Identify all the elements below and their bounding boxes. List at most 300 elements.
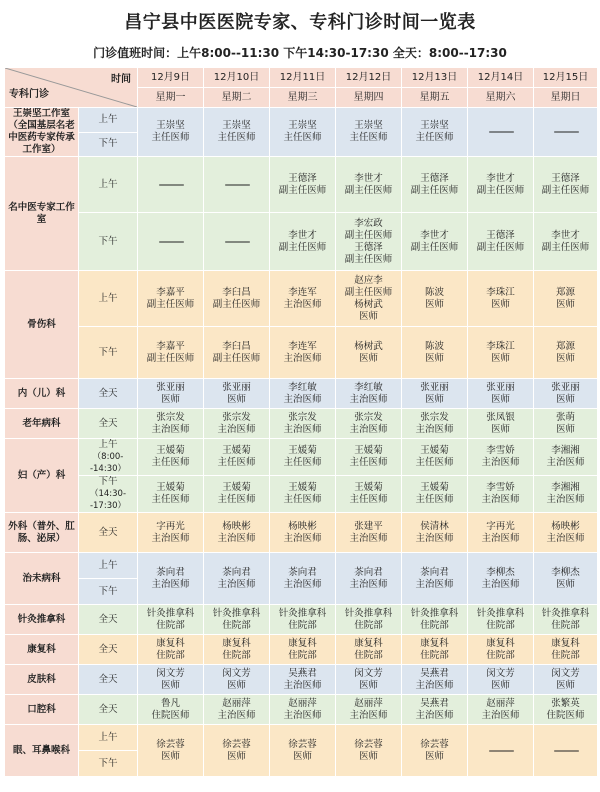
no-clinic-dash: —— bbox=[158, 233, 183, 250]
doctor-name: 赵丽萍 bbox=[288, 697, 317, 709]
doctor-title: 副主任医师 bbox=[541, 184, 590, 196]
doctor-title: 主治医师 bbox=[481, 709, 520, 721]
doctor-cell bbox=[138, 379, 204, 409]
doctor-title: 主任医师 bbox=[217, 132, 256, 143]
doctor-name: 张萌 bbox=[555, 411, 575, 423]
doctor-cell bbox=[270, 108, 336, 157]
time-slot bbox=[79, 439, 138, 476]
doctor-title: 副主任医师 bbox=[146, 298, 195, 310]
doctor-title: 医师 bbox=[490, 298, 510, 310]
date-header-row bbox=[5, 68, 598, 88]
doctor-title: 主治医师 bbox=[283, 423, 322, 435]
doctor-name: 李连军 bbox=[288, 286, 317, 298]
doctor-name: 茶向君 bbox=[156, 566, 185, 578]
doctor-title: 医师 bbox=[358, 352, 378, 364]
doctor-title: 医师 bbox=[490, 352, 510, 364]
doctor-name: 李柳杰 bbox=[551, 566, 580, 578]
doctor-title: 医师 bbox=[358, 679, 378, 691]
doctor-name: 王德泽 bbox=[354, 241, 383, 253]
doctor-name: 张宗发 bbox=[354, 411, 383, 423]
time-slot-label: 下午 bbox=[98, 346, 118, 358]
doctor-cell bbox=[402, 553, 468, 605]
doctor-cell bbox=[204, 108, 270, 157]
doctor-title: 医师 bbox=[555, 393, 575, 405]
doctor-name: 针灸推拿科 bbox=[212, 607, 261, 619]
time-slot-label: 上午 bbox=[98, 113, 118, 125]
schedule-row bbox=[5, 379, 598, 409]
doctor-name: 王德泽 bbox=[420, 172, 449, 184]
doctor-cell bbox=[402, 108, 468, 157]
doctor-title: 住院部 bbox=[156, 619, 185, 631]
doctor-cell bbox=[534, 213, 598, 271]
doctor-cell bbox=[468, 665, 534, 695]
doctor-title: 副主任医师 bbox=[410, 241, 459, 253]
doctor-name: 侯清林 bbox=[420, 520, 449, 532]
time-slot-label: 全天 bbox=[98, 643, 118, 655]
schedule-row bbox=[5, 605, 598, 635]
schedule-row bbox=[5, 108, 598, 133]
schedule-row bbox=[5, 695, 598, 725]
date-cell: 12月10日 bbox=[204, 68, 270, 88]
doctor-cell bbox=[336, 271, 402, 327]
doctor-cell bbox=[468, 695, 534, 725]
doctor-title: 医师 bbox=[424, 393, 444, 405]
doctor-title: 住院部 bbox=[288, 649, 317, 661]
time-slot bbox=[79, 513, 138, 553]
doctor-cell bbox=[534, 439, 598, 476]
doctor-name: 徐芸蓉 bbox=[156, 738, 185, 750]
doctor-name: 张宗发 bbox=[288, 411, 317, 423]
doctor-cell bbox=[534, 409, 598, 439]
no-clinic-dash: —— bbox=[488, 742, 513, 759]
doctor-name: 茶向君 bbox=[354, 566, 383, 578]
doctor-cell bbox=[402, 271, 468, 327]
schedule-row bbox=[5, 213, 598, 271]
doctor-name: 杨映彬 bbox=[288, 520, 317, 532]
doctor-name: 针灸推拿科 bbox=[278, 607, 327, 619]
doctor-title: 主治医师 bbox=[481, 457, 520, 468]
doctor-title: 住院部 bbox=[354, 649, 383, 661]
doctor-name: 郑源 bbox=[555, 340, 575, 352]
doctor-title: 副主任医师 bbox=[344, 286, 393, 298]
doctor-title: 主任医师 bbox=[349, 494, 388, 505]
doctor-cell bbox=[270, 513, 336, 553]
doctor-cell bbox=[204, 725, 270, 777]
doctor-title: 副主任医师 bbox=[344, 184, 393, 196]
corner-dept-label: 专科门诊 bbox=[9, 89, 49, 100]
doctor-title: 主任医师 bbox=[217, 494, 256, 505]
doctor-title: 主任医师 bbox=[415, 132, 454, 143]
doctor-cell bbox=[204, 157, 270, 213]
department-name: 针灸推拿科 bbox=[5, 605, 79, 635]
doctor-title: 主治医师 bbox=[217, 709, 256, 721]
doctor-cell bbox=[534, 665, 598, 695]
doctor-title: 住院部 bbox=[420, 619, 449, 631]
doctor-cell bbox=[336, 553, 402, 605]
time-slot-label: 下午 bbox=[98, 585, 118, 597]
doctor-title: 主任医师 bbox=[151, 494, 190, 505]
doctor-name: 张繁英 bbox=[551, 697, 580, 709]
doctor-title: 住院部 bbox=[486, 619, 515, 631]
doctor-title: 副主任医师 bbox=[476, 184, 525, 196]
doctor-cell bbox=[270, 327, 336, 379]
doctor-name: 闵文芳 bbox=[156, 667, 185, 679]
time-slot bbox=[79, 476, 138, 513]
doctor-cell bbox=[204, 476, 270, 513]
doctor-name: 李世才 bbox=[420, 229, 449, 241]
time-slot-label: 下午 bbox=[98, 235, 118, 247]
doctor-title: 副主任医师 bbox=[344, 229, 393, 241]
doctor-cell bbox=[204, 271, 270, 327]
doctor-cell bbox=[402, 157, 468, 213]
doctor-cell bbox=[204, 439, 270, 476]
doctor-title: 住院部 bbox=[222, 619, 251, 631]
doctor-title: 住院部 bbox=[156, 649, 185, 661]
doctor-title: 主治医师 bbox=[283, 709, 322, 721]
no-clinic-dash: —— bbox=[158, 176, 183, 193]
doctor-cell bbox=[402, 695, 468, 725]
weekday-cell: 星期四 bbox=[336, 88, 402, 108]
doctor-title: 副主任医师 bbox=[212, 352, 261, 364]
doctor-name: 李世才 bbox=[288, 229, 317, 241]
doctor-cell bbox=[270, 665, 336, 695]
doctor-name: 吴燕君 bbox=[288, 667, 317, 679]
date-cell: 12月13日 bbox=[402, 68, 468, 88]
doctor-cell bbox=[270, 725, 336, 777]
doctor-cell bbox=[402, 439, 468, 476]
doctor-cell bbox=[336, 476, 402, 513]
doctor-name: 李宏政 bbox=[354, 217, 383, 229]
doctor-title: 住院部 bbox=[288, 619, 317, 631]
doctor-cell bbox=[468, 327, 534, 379]
doctor-name: 赵应李 bbox=[354, 274, 383, 286]
doctor-title: 主治医师 bbox=[349, 532, 388, 544]
doctor-title: 医师 bbox=[555, 578, 575, 590]
doctor-cell bbox=[468, 635, 534, 665]
clinic-hours: 门诊值班时间：上午8:00--11:30 下午14:30-17:30 全天：8:00--17:30 bbox=[93, 46, 507, 60]
time-slot-hours: （8:00--14:30） bbox=[89, 452, 127, 474]
department-name: 骨伤科 bbox=[5, 271, 79, 379]
doctor-name: 王崇坚 bbox=[222, 120, 251, 131]
doctor-title: 医师 bbox=[358, 750, 378, 762]
doctor-title: 主治医师 bbox=[415, 532, 454, 544]
time-slot-label: 下午 bbox=[98, 138, 118, 150]
doctor-name: 赵丽萍 bbox=[486, 697, 515, 709]
doctor-cell bbox=[270, 635, 336, 665]
schedule-row bbox=[5, 725, 598, 751]
doctor-name: 针灸推拿科 bbox=[146, 607, 195, 619]
doctor-cell bbox=[138, 695, 204, 725]
doctor-name: 李世才 bbox=[486, 172, 515, 184]
doctor-cell bbox=[138, 513, 204, 553]
schedule-row bbox=[5, 476, 598, 513]
doctor-cell bbox=[534, 327, 598, 379]
doctor-title: 医师 bbox=[226, 750, 246, 762]
doctor-name: 徐芸蓉 bbox=[288, 738, 317, 750]
time-slot bbox=[79, 605, 138, 635]
doctor-title: 医师 bbox=[555, 298, 575, 310]
time-slot-label: 上午 bbox=[98, 731, 118, 743]
doctor-cell bbox=[138, 157, 204, 213]
doctor-name: 徐芸蓉 bbox=[420, 738, 449, 750]
doctor-cell bbox=[336, 379, 402, 409]
doctor-name: 李臼昌 bbox=[222, 286, 251, 298]
time-slot-label: 全天 bbox=[98, 387, 118, 399]
doctor-title: 副主任医师 bbox=[146, 352, 195, 364]
doctor-cell bbox=[468, 379, 534, 409]
doctor-title: 主治医师 bbox=[415, 679, 454, 691]
date-cell: 12月15日 bbox=[534, 68, 598, 88]
time-slot bbox=[79, 327, 138, 379]
doctor-cell bbox=[336, 695, 402, 725]
doctor-name: 王媛菊 bbox=[222, 482, 251, 493]
doctor-cell bbox=[402, 513, 468, 553]
doctor-cell bbox=[534, 695, 598, 725]
doctor-name: 徐芸蓉 bbox=[222, 738, 251, 750]
time-slot-label: 上午 bbox=[98, 178, 118, 190]
doctor-cell bbox=[468, 513, 534, 553]
doctor-name: 张建平 bbox=[354, 520, 383, 532]
doctor-title: 主任医师 bbox=[349, 457, 388, 468]
doctor-cell bbox=[204, 513, 270, 553]
doctor-title: 副主任医师 bbox=[278, 184, 327, 196]
doctor-cell bbox=[138, 725, 204, 777]
time-slot bbox=[79, 695, 138, 725]
doctor-name: 针灸推拿科 bbox=[541, 607, 590, 619]
doctor-cell bbox=[336, 513, 402, 553]
time-slot-label: 下午 bbox=[98, 476, 118, 487]
doctor-name: 康复科 bbox=[288, 637, 317, 649]
weekday-cell: 星期二 bbox=[204, 88, 270, 108]
doctor-title: 主治医师 bbox=[283, 393, 322, 405]
date-cell: 12月14日 bbox=[468, 68, 534, 88]
doctor-title: 主治医师 bbox=[151, 532, 190, 544]
schedule-row bbox=[5, 665, 598, 695]
department-name: 王崇坚工作室（全国基层名老中医药专家传承工作室） bbox=[5, 108, 79, 157]
doctor-name: 李雪娇 bbox=[486, 482, 515, 493]
time-slot bbox=[79, 157, 138, 213]
doctor-cell bbox=[270, 409, 336, 439]
doctor-name: 陈波 bbox=[424, 286, 444, 298]
doctor-cell bbox=[534, 476, 598, 513]
doctor-cell bbox=[270, 476, 336, 513]
doctor-name: 王德泽 bbox=[486, 229, 515, 241]
schedule-row bbox=[5, 635, 598, 665]
doctor-cell bbox=[468, 439, 534, 476]
time-slot bbox=[79, 271, 138, 327]
doctor-cell bbox=[204, 409, 270, 439]
doctor-name: 王崇坚 bbox=[288, 120, 317, 131]
doctor-cell bbox=[534, 605, 598, 635]
time-slot bbox=[79, 108, 138, 133]
time-slot-label: 下午 bbox=[98, 757, 118, 769]
doctor-cell bbox=[336, 725, 402, 777]
doctor-title: 主治医师 bbox=[546, 457, 585, 468]
department-name: 眼、耳鼻喉科 bbox=[5, 725, 79, 777]
doctor-title: 住院部 bbox=[551, 649, 580, 661]
doctor-name: 李世才 bbox=[354, 172, 383, 184]
doctor-name: 吴燕君 bbox=[420, 697, 449, 709]
doctor-title: 主任医师 bbox=[151, 132, 190, 143]
doctor-cell bbox=[336, 327, 402, 379]
doctor-name: 字再光 bbox=[156, 520, 185, 532]
doctor-cell bbox=[336, 213, 402, 271]
doctor-title: 医师 bbox=[424, 352, 444, 364]
doctor-name: 字再光 bbox=[486, 520, 515, 532]
doctor-name: 李连军 bbox=[288, 340, 317, 352]
doctor-title: 主治医师 bbox=[415, 578, 454, 590]
time-slot-hours: （14:30--17:30） bbox=[89, 489, 127, 511]
doctor-name: 李红敏 bbox=[288, 381, 317, 393]
doctor-cell bbox=[468, 271, 534, 327]
page-title: 昌宁县中医医院专家、专科门诊时间一览表 bbox=[124, 12, 476, 33]
doctor-name: 李嘉平 bbox=[156, 340, 185, 352]
doctor-title: 主任医师 bbox=[349, 132, 388, 143]
doctor-name: 徐芸蓉 bbox=[354, 738, 383, 750]
doctor-cell bbox=[402, 665, 468, 695]
doctor-name: 李湘湘 bbox=[551, 445, 580, 456]
doctor-title: 医师 bbox=[490, 393, 510, 405]
doctor-cell bbox=[468, 409, 534, 439]
no-clinic-dash: —— bbox=[488, 124, 513, 140]
doctor-title: 医师 bbox=[226, 393, 246, 405]
doctor-title: 主治医师 bbox=[349, 709, 388, 721]
doctor-name: 王崇坚 bbox=[420, 120, 449, 131]
doctor-title: 主任医师 bbox=[151, 457, 190, 468]
doctor-title: 主治医师 bbox=[481, 578, 520, 590]
doctor-cell bbox=[402, 327, 468, 379]
doctor-cell bbox=[468, 605, 534, 635]
doctor-cell bbox=[270, 271, 336, 327]
doctor-title: 主治医师 bbox=[151, 578, 190, 590]
doctor-cell bbox=[270, 605, 336, 635]
doctor-cell bbox=[138, 271, 204, 327]
doctor-title: 主治医师 bbox=[481, 494, 520, 505]
doctor-name: 王崇坚 bbox=[156, 120, 185, 131]
schedule-table bbox=[4, 67, 598, 777]
doctor-cell bbox=[468, 553, 534, 605]
doctor-title: 副主任医师 bbox=[476, 241, 525, 253]
time-slot bbox=[79, 635, 138, 665]
time-slot bbox=[79, 132, 138, 157]
doctor-title: 主任医师 bbox=[283, 457, 322, 468]
doctor-cell bbox=[270, 695, 336, 725]
doctor-name: 茶向君 bbox=[288, 566, 317, 578]
doctor-title: 医师 bbox=[160, 750, 180, 762]
doctor-cell bbox=[204, 327, 270, 379]
doctor-name: 杨树武 bbox=[354, 298, 383, 310]
time-slot-label: 全天 bbox=[98, 673, 118, 685]
doctor-name: 王媛菊 bbox=[222, 445, 251, 456]
doctor-name: 赵丽萍 bbox=[222, 697, 251, 709]
doctor-cell bbox=[468, 725, 534, 777]
doctor-name: 李世才 bbox=[551, 229, 580, 241]
doctor-title: 医师 bbox=[555, 679, 575, 691]
doctor-title: 副主任医师 bbox=[344, 253, 393, 265]
doctor-cell bbox=[336, 439, 402, 476]
doctor-title: 住院部 bbox=[551, 619, 580, 631]
doctor-cell bbox=[204, 605, 270, 635]
doctor-title: 主治医师 bbox=[546, 494, 585, 505]
time-slot-label: 上午 bbox=[98, 292, 118, 304]
doctor-title: 主治医师 bbox=[415, 709, 454, 721]
doctor-cell bbox=[204, 213, 270, 271]
time-slot-label: 全天 bbox=[98, 526, 118, 538]
schedule-row bbox=[5, 157, 598, 213]
doctor-name: 杨树武 bbox=[354, 340, 383, 352]
doctor-title: 副主任医师 bbox=[278, 241, 327, 253]
doctor-title: 医师 bbox=[490, 679, 510, 691]
doctor-name: 闵文芳 bbox=[222, 667, 251, 679]
doctor-cell bbox=[336, 108, 402, 157]
schedule-row bbox=[5, 439, 598, 476]
schedule-row bbox=[5, 327, 598, 379]
doctor-name: 杨映彬 bbox=[551, 520, 580, 532]
doctor-cell bbox=[534, 108, 598, 157]
no-clinic-dash: —— bbox=[553, 742, 578, 759]
doctor-name: 郑源 bbox=[555, 286, 575, 298]
doctor-title: 医师 bbox=[292, 750, 312, 762]
department-name: 康复科 bbox=[5, 635, 79, 665]
date-cell: 12月9日 bbox=[138, 68, 204, 88]
doctor-name: 张亚丽 bbox=[551, 381, 580, 393]
doctor-cell bbox=[138, 213, 204, 271]
doctor-title: 主任医师 bbox=[283, 494, 322, 505]
doctor-name: 李雪娇 bbox=[486, 445, 515, 456]
department-name: 内（儿）科 bbox=[5, 379, 79, 409]
doctor-cell bbox=[270, 439, 336, 476]
time-slot bbox=[79, 579, 138, 605]
doctor-cell bbox=[534, 157, 598, 213]
doctor-title: 医师 bbox=[160, 679, 180, 691]
doctor-title: 副主任医师 bbox=[541, 241, 590, 253]
doctor-name: 康复科 bbox=[420, 637, 449, 649]
doctor-name: 王媛菊 bbox=[354, 445, 383, 456]
doctor-name: 闵文芳 bbox=[551, 667, 580, 679]
doctor-cell bbox=[138, 665, 204, 695]
doctor-title: 主任医师 bbox=[283, 132, 322, 143]
doctor-title: 住院医师 bbox=[151, 709, 190, 721]
doctor-title: 住院部 bbox=[354, 619, 383, 631]
doctor-cell bbox=[270, 379, 336, 409]
doctor-name: 王媛菊 bbox=[156, 445, 185, 456]
doctor-cell bbox=[204, 379, 270, 409]
time-slot bbox=[79, 751, 138, 777]
doctor-name: 吴燕君 bbox=[420, 667, 449, 679]
doctor-name: 王媛菊 bbox=[288, 445, 317, 456]
department-name: 口腔科 bbox=[5, 695, 79, 725]
doctor-cell bbox=[402, 379, 468, 409]
doctor-cell bbox=[468, 476, 534, 513]
doctor-name: 张亚丽 bbox=[156, 381, 185, 393]
doctor-name: 茶向君 bbox=[420, 566, 449, 578]
doctor-title: 住院部 bbox=[222, 649, 251, 661]
doctor-cell bbox=[204, 695, 270, 725]
doctor-cell bbox=[204, 635, 270, 665]
time-slot bbox=[79, 379, 138, 409]
weekday-cell: 星期三 bbox=[270, 88, 336, 108]
doctor-name: 王崇坚 bbox=[354, 120, 383, 131]
doctor-title: 主治医师 bbox=[349, 423, 388, 435]
doctor-cell bbox=[336, 665, 402, 695]
doctor-title: 主治医师 bbox=[349, 393, 388, 405]
department-name: 皮肤科 bbox=[5, 665, 79, 695]
time-slot-label: 上午 bbox=[98, 439, 118, 450]
date-cell: 12月12日 bbox=[336, 68, 402, 88]
doctor-cell bbox=[402, 635, 468, 665]
time-slot-label: 全天 bbox=[98, 703, 118, 715]
doctor-name: 针灸推拿科 bbox=[476, 607, 525, 619]
